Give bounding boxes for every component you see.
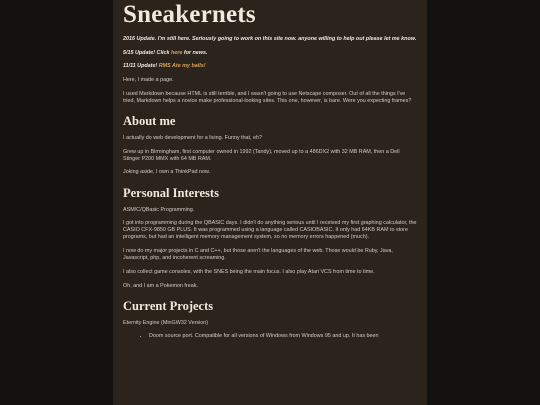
update-note-5-15 [123, 50, 417, 57]
list-item: • Doom source port. Compatible for all versions of Windows from Windows 95 and up. It has been [149, 333, 417, 340]
update-11-11-text: 11/11 Update! [123, 63, 159, 70]
interests-text: ASM/C/QBasic Programming. [123, 206, 195, 213]
page-content [113, 0, 427, 405]
page-title: Sneakernets [123, 1, 256, 28]
section-heading-projects: Current Projects [123, 298, 214, 313]
rms-link[interactable]: RMS Ate my balls! [158, 63, 206, 70]
about-text: Joking aside, I own a ThinkPad now. [123, 169, 211, 176]
section-heading-interests: Personal Interests [123, 185, 219, 200]
update-2016-text: 2016 Update. I'm still here. Seriously going to work on this site now. anyone willing to help out please let me know. [123, 36, 417, 42]
update-note-2016 [123, 36, 417, 43]
update-5-15-text: 5/15 Update! Click [123, 49, 171, 56]
about-text: I actually do web development for a living. Funny that, eh? [123, 134, 263, 141]
news-link[interactable]: here [170, 49, 183, 56]
update-5-15-suffix: for news. [182, 49, 208, 56]
about-text: Grew up in Birmingham, first computer owned in 1992 (Tandy), moved up to a 486DX2 with 32 MB RAM, then a Dell Stinger P200 MMX with 64 MB RAM. [123, 148, 400, 162]
projects-text: Eternity Engine (MinGW32 Version) [123, 319, 209, 326]
intro-text: I used Markdown because HTML is still terrible, and I wasn't going to use Netscape composer. Out of all the things I've tried, Markdown helps a novice make professional-looking sites. This one, however, is bare. Were you expecting frames? [123, 90, 412, 104]
intro-text: Here, I made a page. [123, 77, 174, 84]
interests-text: I also collect game consoles, with the SNES being the main focus. I also play Atari VCS from time to time. [123, 268, 375, 275]
interests-text: Oh, and I am a Pokemon freak. [123, 282, 198, 289]
update-note-11-11 [123, 63, 417, 70]
interests-text: I now do my major projects in C and C++, but those aren't the languages of the web. Those would be Ruby, Java, Javascript, php, and incoherent screaming. [123, 248, 393, 262]
interests-text: I got into programming during the QBASIC days. I didn't do anything serious until I received my first graphing calculator, the CASIO CFX-9850 GB PLUS. It was programmed using a language called CASIOBASIC. It only had 64KB RAM to store programs, but had an intelligent memory management system, so no memory errors happened (much). [123, 220, 417, 241]
section-heading-about: About me [123, 113, 176, 128]
projects-list [123, 333, 417, 340]
